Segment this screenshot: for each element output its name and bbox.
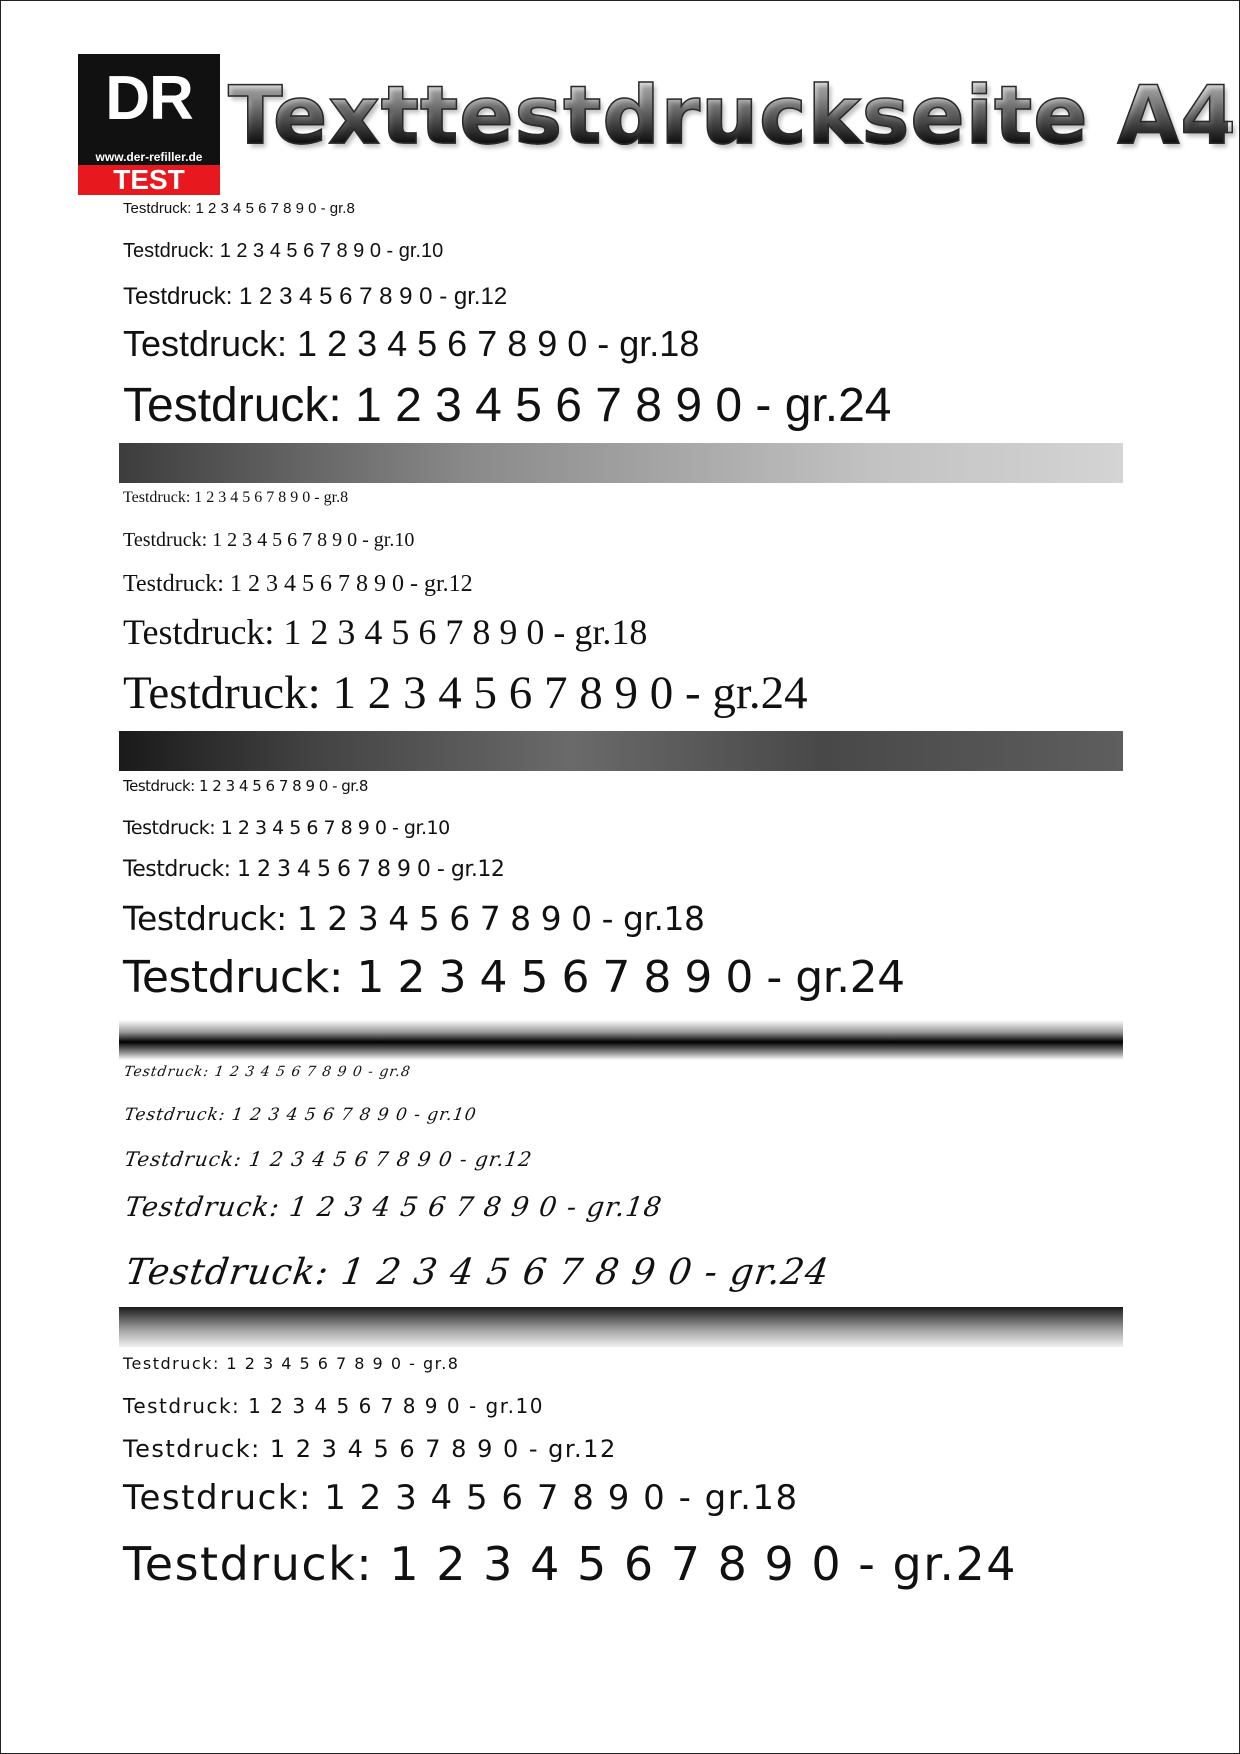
test-line-font2-size12: Testdruck: 1 2 3 4 5 6 7 8 9 0 - gr.12 xyxy=(123,571,473,597)
page-title: Texttestdruckseite A4 xyxy=(228,66,1228,166)
test-line-font1-size24: Testdruck: 1 2 3 4 5 6 7 8 9 0 - gr.24 xyxy=(123,379,892,432)
logo-letters: DR xyxy=(105,64,193,133)
logo-url: www.der-refiller.de xyxy=(95,150,203,164)
test-line-font1-size12: Testdruck: 1 2 3 4 5 6 7 8 9 0 - gr.12 xyxy=(123,283,508,310)
test-line-script-size12: Testdruck: 1 2 3 4 5 6 7 8 9 0 - gr.12 xyxy=(123,1147,534,1171)
test-line-font5-size8: Testdruck: 1 2 3 4 5 6 7 8 9 0 - gr.8 xyxy=(123,1354,460,1373)
test-line-font5-size24: Testdruck: 1 2 3 4 5 6 7 8 9 0 - gr.24 xyxy=(123,1537,1018,1591)
gradient-bar-3 xyxy=(119,1020,1123,1060)
test-line-font3-size8: Testdruck: 1 2 3 4 5 6 7 8 9 0 - gr.8 xyxy=(123,777,368,795)
test-line-script-size18: Testdruck: 1 2 3 4 5 6 7 8 9 0 - gr.18 xyxy=(123,1192,665,1223)
test-line-script-size24: Testdruck: 1 2 3 4 5 6 7 8 9 0 - gr.24 xyxy=(123,1252,832,1293)
test-line-script-size8: Testdruck: 1 2 3 4 5 6 7 8 9 0 - gr.8 xyxy=(123,1064,412,1080)
gradient-bar-2 xyxy=(119,731,1123,771)
gradient-bar-1 xyxy=(119,443,1123,483)
logo-test-badge: TEST xyxy=(78,165,220,195)
test-line-font3-size18: Testdruck: 1 2 3 4 5 6 7 8 9 0 - gr.18 xyxy=(123,899,705,938)
test-line-font5-size10: Testdruck: 1 2 3 4 5 6 7 8 9 0 - gr.10 xyxy=(123,1394,544,1418)
test-line-font3-size10: Testdruck: 1 2 3 4 5 6 7 8 9 0 - gr.10 xyxy=(123,817,450,839)
test-line-font3-size12: Testdruck: 1 2 3 4 5 6 7 8 9 0 - gr.12 xyxy=(123,857,505,882)
test-line-font1-size10: Testdruck: 1 2 3 4 5 6 7 8 9 0 - gr.10 xyxy=(123,240,444,262)
test-line-font5-size12: Testdruck: 1 2 3 4 5 6 7 8 9 0 - gr.12 xyxy=(123,1435,617,1463)
test-line-font1-size8: Testdruck: 1 2 3 4 5 6 7 8 9 0 - gr.8 xyxy=(123,200,355,217)
test-line-font2-size10: Testdruck: 1 2 3 4 5 6 7 8 9 0 - gr.10 xyxy=(123,529,415,551)
test-line-script-size10: Testdruck: 1 2 3 4 5 6 7 8 9 0 - gr.10 xyxy=(123,1105,478,1125)
test-line-font2-size24: Testdruck: 1 2 3 4 5 6 7 8 9 0 - gr.24 xyxy=(123,667,808,719)
test-line-font1-size18: Testdruck: 1 2 3 4 5 6 7 8 9 0 - gr.18 xyxy=(123,323,700,364)
test-line-font5-size18: Testdruck: 1 2 3 4 5 6 7 8 9 0 - gr.18 xyxy=(123,1478,799,1518)
test-line-font2-size8: Testdruck: 1 2 3 4 5 6 7 8 9 0 - gr.8 xyxy=(123,489,349,506)
test-line-font3-size24: Testdruck: 1 2 3 4 5 6 7 8 9 0 - gr.24 xyxy=(123,952,905,1003)
gradient-bar-4 xyxy=(119,1307,1123,1347)
test-line-font2-size18: Testdruck: 1 2 3 4 5 6 7 8 9 0 - gr.18 xyxy=(123,612,648,652)
der-refiller-logo xyxy=(78,54,220,195)
